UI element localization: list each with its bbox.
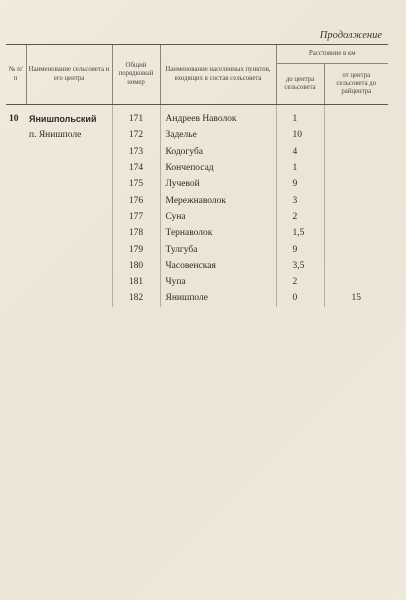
table-row bbox=[6, 258, 388, 274]
row-place: Кодогуба bbox=[160, 144, 276, 160]
continued-label: Продолжение bbox=[319, 30, 382, 41]
row-ordinal: 176 bbox=[112, 192, 160, 208]
row-place: Андреев Наволок bbox=[160, 105, 276, 128]
table-row bbox=[6, 127, 388, 143]
header-places: Наименование населенных пунктов, входящих в состав сельсовета bbox=[160, 45, 276, 105]
row-place: Лучевой bbox=[160, 176, 276, 192]
row-dist-district bbox=[324, 105, 388, 128]
row-dist-council: 0 bbox=[276, 290, 324, 306]
row-dist-district bbox=[324, 160, 388, 176]
row-ordinal: 175 bbox=[112, 176, 160, 192]
row-dist-district bbox=[324, 258, 388, 274]
row-ordinal: 174 bbox=[112, 160, 160, 176]
row-dist-council: 10 bbox=[276, 127, 324, 143]
row-dist-council: 3,5 bbox=[276, 258, 324, 274]
row-dist-council: 1 bbox=[276, 160, 324, 176]
table-row bbox=[6, 241, 388, 257]
row-dist-district bbox=[324, 209, 388, 225]
row-dist-district: 15 bbox=[324, 290, 388, 306]
row-ordinal: 177 bbox=[112, 209, 160, 225]
row-dist-council: 1,5 bbox=[276, 225, 324, 241]
row-place: Часовенская bbox=[160, 258, 276, 274]
table-body bbox=[6, 105, 388, 307]
row-ordinal: 180 bbox=[112, 258, 160, 274]
row-dist-district bbox=[324, 144, 388, 160]
row-place: Заделье bbox=[160, 127, 276, 143]
row-ordinal: 182 bbox=[112, 290, 160, 306]
row-place: Тернаволок bbox=[160, 225, 276, 241]
row-dist-council: 3 bbox=[276, 192, 324, 208]
table-row bbox=[6, 105, 388, 128]
table-header bbox=[6, 45, 388, 105]
row-ordinal: 173 bbox=[112, 144, 160, 160]
council-center: п. Янишполе bbox=[29, 130, 82, 141]
row-ordinal: 178 bbox=[112, 225, 160, 241]
table-row bbox=[6, 225, 388, 241]
row-dist-district bbox=[324, 225, 388, 241]
table-row bbox=[6, 144, 388, 160]
header-ordinal: Общий порядковый номер bbox=[112, 45, 160, 105]
council-num: 10 bbox=[9, 114, 19, 125]
row-place: Кончепосад bbox=[160, 160, 276, 176]
row-dist-council: 1 bbox=[276, 105, 324, 128]
table-row bbox=[6, 176, 388, 192]
settlements-table bbox=[6, 44, 388, 307]
row-ordinal: 179 bbox=[112, 241, 160, 257]
row-dist-council: 2 bbox=[276, 209, 324, 225]
row-dist-council: 9 bbox=[276, 241, 324, 257]
header-council: Наименование сельсовета и его центра bbox=[26, 45, 112, 105]
row-ordinal: 181 bbox=[112, 274, 160, 290]
table-row bbox=[6, 274, 388, 290]
row-dist-district bbox=[324, 192, 388, 208]
row-ordinal: 171 bbox=[112, 105, 160, 128]
row-dist-district bbox=[324, 127, 388, 143]
row-dist-council: 9 bbox=[276, 176, 324, 192]
row-place: Чупа bbox=[160, 274, 276, 290]
row-dist-district bbox=[324, 176, 388, 192]
row-dist-council: 2 bbox=[276, 274, 324, 290]
row-dist-council: 4 bbox=[276, 144, 324, 160]
table-row bbox=[6, 290, 388, 306]
table-row bbox=[6, 192, 388, 208]
header-distance: Расстояние в км bbox=[276, 45, 388, 64]
table-row bbox=[6, 160, 388, 176]
row-place: Янишполе bbox=[160, 290, 276, 306]
council-name: Янишпольский bbox=[29, 113, 97, 124]
header-num: № п/п bbox=[6, 45, 26, 105]
row-place: Мережнаволок bbox=[160, 192, 276, 208]
row-dist-district bbox=[324, 241, 388, 257]
header-dist-district: от центра сельсовета до райцентра bbox=[324, 64, 388, 105]
row-ordinal: 172 bbox=[112, 127, 160, 143]
header-dist-council: до центра сельсовета bbox=[276, 64, 324, 105]
table-row bbox=[6, 209, 388, 225]
row-dist-district bbox=[324, 274, 388, 290]
row-place: Суна bbox=[160, 209, 276, 225]
row-place: Тулгуба bbox=[160, 241, 276, 257]
